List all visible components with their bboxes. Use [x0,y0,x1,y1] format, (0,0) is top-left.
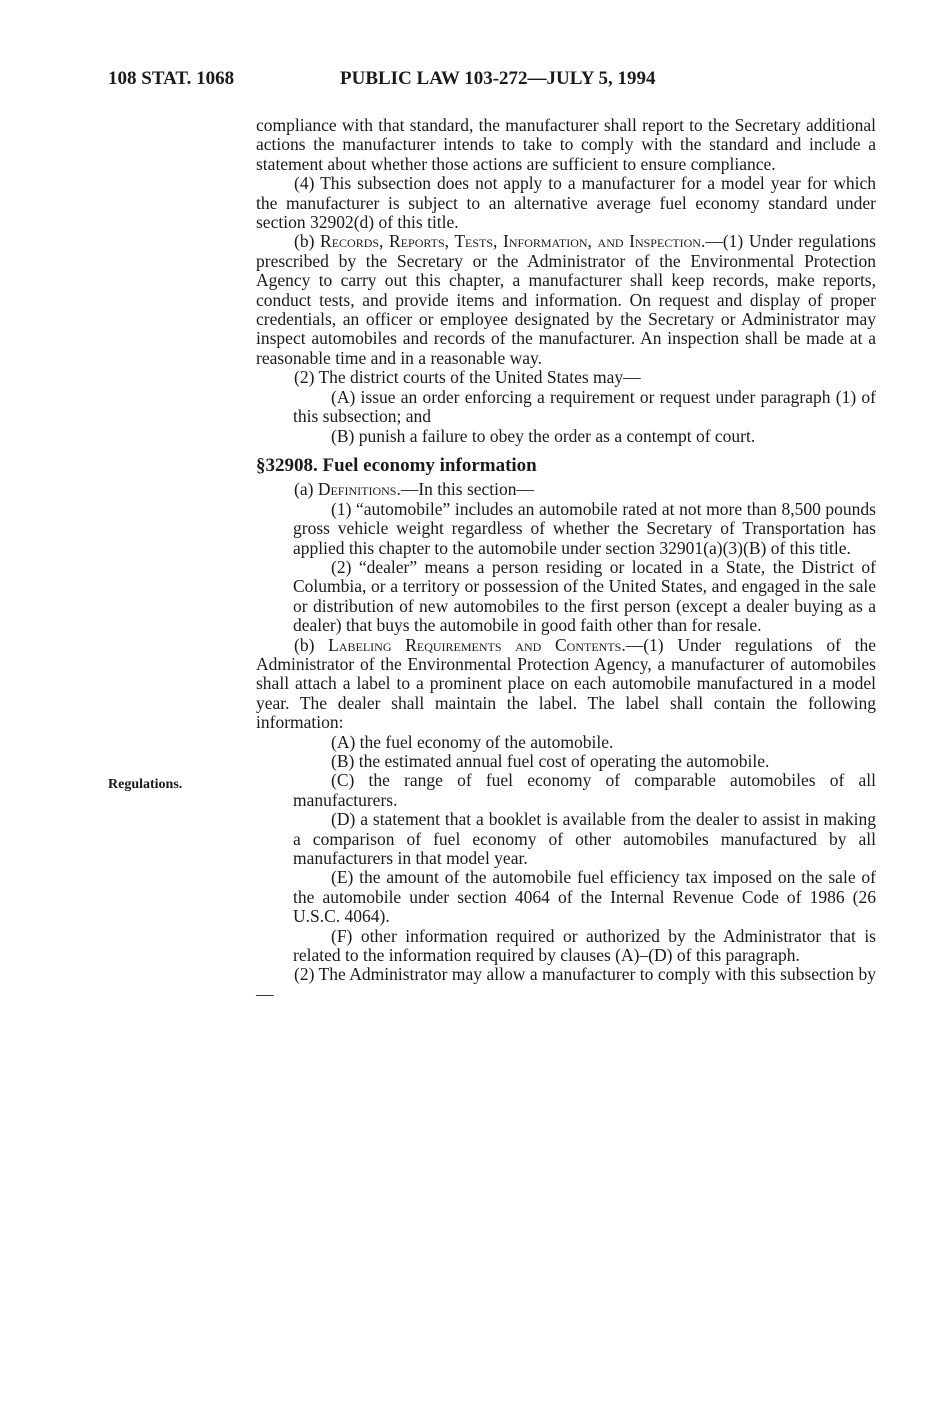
paragraph: (2) The district courts of the United States may— [294,367,641,388]
subsection-heading: Records, Reports, Tests, Information, and Inspection. [320,231,706,252]
subsection-text: —(1) Under regulations of the Administrator of the Environmental Protection Agency, a manufacturer of automobiles shall attach a label to a prominent place on each automobile manufactured in a model year. The dealer shall maintain the label. The label shall contain the following information: [256,634,877,733]
paragraph-subsection-a [256,480,876,499]
margin-note: Regulations. [108,777,183,792]
paragraph-subsection-b [256,636,876,733]
paragraph: (4) This subsection does not apply to a manufacturer for a model year for which the manufacturer is subject to an alternative average fuel economy standard under section 32902(d) of this title. [256,173,876,233]
paragraph-subsection-b [256,232,876,368]
subsection-text: —In this section— [400,479,535,500]
clause: (E) the amount of the automobile fuel efficiency tax imposed on the sale of the automobile under section 4064 of the Internal Revenue Code of 1986 (26 U.S.C. 4064). [293,867,876,927]
document-body [256,116,876,1004]
definition: (1) “automobile” includes an automobile rated at not more than 8,500 pounds gross vehicle weight regardless of whether the Secretary of Transportation has applied this chapter to the automobile under section 32901(a)(3)(B) of this title. [293,498,876,558]
statute-page-number: 108 STAT. 1068 [108,68,235,89]
paragraph: (2) The Administrator may allow a manufacturer to comply with this subsection by— [256,964,876,1004]
subsection-label: (a) [294,479,318,500]
paragraph: compliance with that standard, the manufacturer shall report to the Secretary additional actions the manufacturer intends to take to comply with the standard and include a statement about whether those actions are sufficient to ensure compliance. [256,115,876,174]
subsection-heading: Definitions. [317,479,401,500]
clause: (C) the range of fuel economy of comparable automobiles of all manufacturers. [293,770,876,810]
clause: (A) the fuel economy of the automobile. [331,731,614,752]
subsection-label: (b) [294,634,329,655]
clause: (F) other information required or authorized by the Administrator that is related to the information required by clauses (A)–(D) of this paragraph. [293,925,876,966]
clause: (B) the estimated annual fuel cost of operating the automobile. [331,751,770,771]
public-law-title: PUBLIC LAW 103-272—JULY 5, 1994 [340,68,656,89]
subsection-text: —(1) Under regulations prescribed by the Secretary or the Administrator of the Environmental Protection Agency to carry out this chapter, a manufacturer shall keep records, make reports, conduct tests, and provide items and information. On request and display of proper credentials, an officer or employee designated by the Secretary or Administrator may inspect automobiles and records of the manufacturer. An inspection shall be made at a reasonable time and in a reasonable way. [256,231,876,368]
page-header [108,68,888,94]
clause: (B) punish a failure to obey the order as a contempt of court. [331,425,756,446]
clause: (D) a statement that a booklet is available from the dealer to assist in making a comparison of fuel economy of other automobiles manufactured by all manufacturers in that model year. [293,809,876,869]
definition: (2) “dealer” means a person residing or located in a State, the District of Columbia, or a territory or possession of the United States, and engaged in the sale or distribution of new automobiles to the first person (except a dealer buying as a dealer) that buys the automobile in good faith other than for resale. [293,556,876,636]
subsection-heading: Labeling Requirements and Contents. [328,634,626,655]
clause: (A) issue an order enforcing a requirement or request under paragraph (1) of this subsection; and [293,386,876,427]
section-heading: §32908. Fuel economy information [256,454,537,476]
subsection-label: (b) [294,231,321,252]
